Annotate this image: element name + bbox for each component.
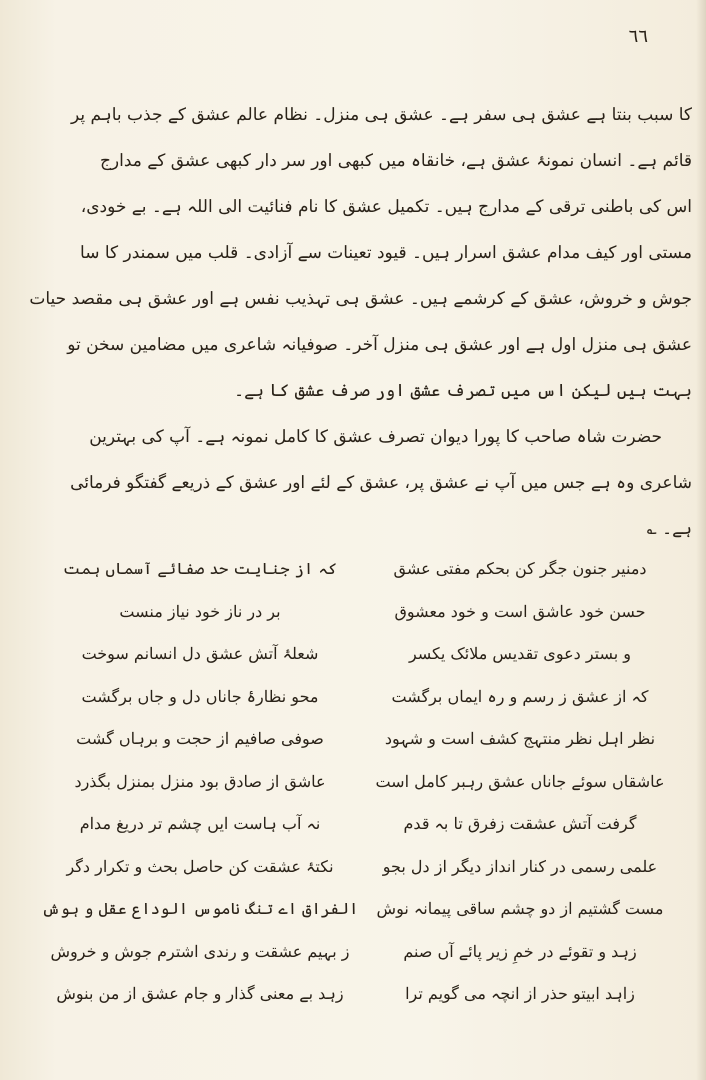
hemistich-second: الفراق اے تنگ ناموس الوداع عقل و ہوش — [41, 899, 359, 918]
hemistich-first: دمنیر جنون جگر کن بحکم مفتی عشق — [393, 559, 647, 578]
couplet — [30, 846, 690, 889]
hemistich-second: کہ از جنایت حد صفائے آسماں ہمت — [62, 559, 338, 578]
prose-line: بہت ہیں لیکن اس میں تصرف عشق اور صرف عشق کا ہے۔ — [234, 381, 692, 401]
prose-line: جوش و خروش، عشق کے کرشمے ہیں۔ عشق ہی تہذیب نفس ہے اور عشق ہی مقصد حیات — [29, 289, 692, 309]
hemistich-second: نکتۂ عشقت کن حاصل بحث و تکرار دگر — [66, 856, 334, 876]
couplet — [30, 548, 690, 591]
couplet — [30, 888, 690, 931]
prose-line: کا سبب بنتا ہے عشق ہی سفر ہے۔ عشق ہی منزل۔ نظام عالم عشق کے جذب باہم پر — [70, 105, 692, 125]
prose-line: قائم ہے۔ انسان نمونۂ عشق ہے، خانقاہ میں کبھی اور سر دار کبھی عشق کے مدارج — [99, 151, 692, 171]
page-number: ٦٦ — [628, 26, 648, 47]
hemistich-first: نظر اہل نظر منتہج کشف است و شہود — [384, 729, 656, 748]
prose-line: ہے۔ ؎ — [646, 519, 692, 539]
poem-couplets — [30, 548, 690, 1016]
hemistich-second: ز بہیم عشقت و رندی اشترم جوش و خروش — [50, 941, 350, 961]
prose-line: حضرت شاہ صاحب کا پورا دیوان تصرف عشق کا کامل نمونہ ہے۔ آپ کی بہترین — [89, 427, 662, 447]
hemistich-first: زاہد ابیتو حذر از انچہ می گویم ترا — [405, 984, 635, 1003]
prose-line: عشق ہی منزل اول ہے اور عشق ہی منزل آخر۔ صوفیانہ شاعری میں مضامین سخن تو — [67, 335, 692, 355]
hemistich-first: عاشقاں سوئے جاناں عشق رہبر کامل است — [375, 771, 665, 791]
hemistich-second: محو نظارۂ جاناں دل و جاں برگشت — [81, 686, 319, 706]
hemistich-second: عاشق از صادق بود منزل بمنزل بگذرد — [74, 771, 326, 791]
prose-line: مستی اور کیف مدام عشق اسرار ہیں۔ قیود تعینات سے آزادی۔ قلب میں سمندر کا سا — [80, 243, 692, 263]
hemistich-second: شعلۂ آتش عشق دل انسانم سوخت — [81, 644, 319, 663]
hemistich-first: علمی رسمی در کنار انداز دیگر از دل بجو — [382, 856, 658, 876]
couplet — [30, 973, 690, 1016]
couplet — [30, 591, 690, 634]
hemistich-first: کہ از عشق ز رسم و رہ ایماں برگشت — [391, 686, 649, 706]
couplet — [30, 633, 690, 676]
couplet — [30, 676, 690, 719]
hemistich-first: مست گشتیم از دو چشم ساقی پیمانہ نوش — [376, 899, 664, 918]
couplet — [30, 931, 690, 974]
hemistich-second: زہد بے معنی گذار و جام عشق از من بنوش — [56, 984, 344, 1003]
couplet — [30, 761, 690, 804]
page-edge-shadow — [696, 0, 706, 1080]
hemistich-second: بر در ناز خود نیاز منست — [119, 601, 281, 621]
hemistich-first: گرفت آتش عشقت زفرق تا بہ قدم — [403, 814, 637, 833]
hemistich-second: نہ آب ہاست ایں چشم تر دریغ مدام — [79, 814, 321, 833]
couplet — [30, 718, 690, 761]
hemistich-first: زہد و تقوئے در خمِ زیر پائے آں صنم — [403, 941, 637, 961]
hemistich-first: حسن خود عاشق است و خود معشوق — [394, 601, 646, 621]
hemistich-second: صوفی صافیم از حجت و برہاں گشت — [76, 729, 324, 748]
hemistich-first: و بستر دعوی تقدیس ملائک یکسر — [408, 644, 632, 663]
couplet — [30, 803, 690, 846]
prose-line: شاعری وہ ہے جس میں آپ نے عشق پر، عشق کے لئے اور عشق کے ذریعے گفتگو فرمائی — [70, 473, 692, 493]
prose-paragraph — [22, 92, 692, 552]
prose-line: اس کی باطنی ترقی کے مدارج ہیں۔ تکمیل عشق کا نام فنائیت الی اللہ ہے۔ بے خودی، — [80, 197, 692, 217]
